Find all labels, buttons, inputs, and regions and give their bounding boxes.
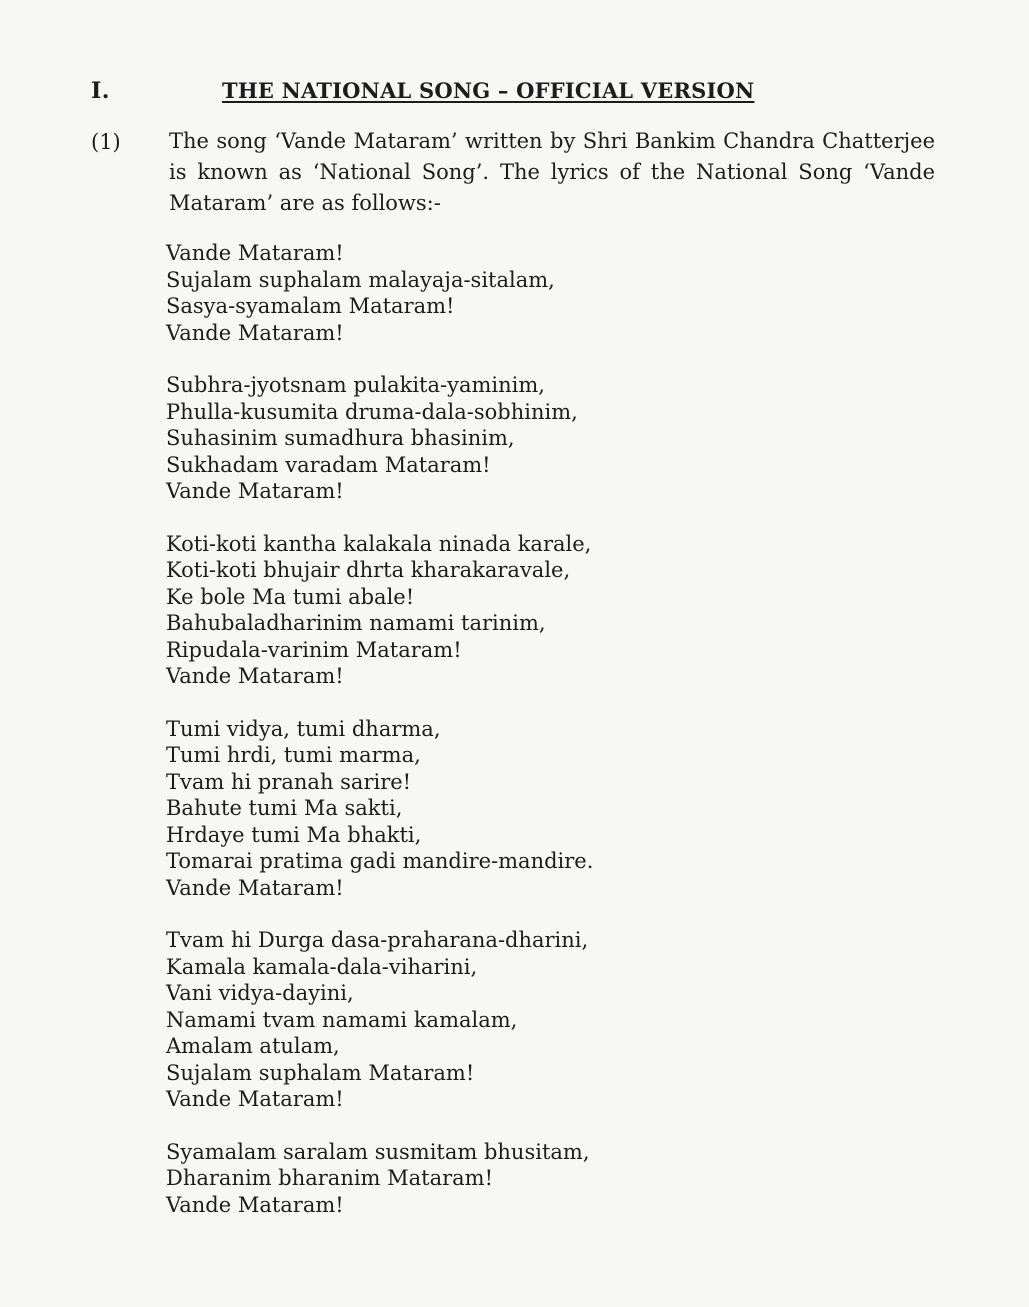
lyric-line: Vani vidya-dayini,	[166, 981, 354, 1005]
song-lyrics	[166, 240, 866, 1218]
stanza-4	[166, 716, 866, 902]
lyric-line: Bahubaladharinim namami tarinim,	[166, 611, 546, 635]
lyric-line: Vande Mataram!	[166, 1192, 344, 1217]
lyric-line: Sasya-syamalam Mataram!	[166, 294, 455, 318]
lyric-line: Tumi vidya, tumi dharma,	[166, 716, 441, 741]
lyric-line: Hrdaye tumi Ma bhakti,	[166, 822, 422, 847]
intro-paragraph: The song ‘Vande Mataram’ written by Shri Bankim Chandra Chatterjee is known as ‘National Song’. The lyrics of the National Song ‘Vande Mataram’ are as follows:-	[169, 129, 935, 215]
stanza-1	[166, 240, 866, 346]
lyric-line: Dharanim bharanim Mataram!	[166, 1166, 494, 1190]
lyric-line: Amalam atulam,	[166, 1034, 340, 1058]
lyric-line: Vande Mataram!	[166, 664, 344, 688]
lyric-line: Tvam hi pranah sarire!	[166, 769, 412, 794]
lyric-line: Namami tvam namami kamalam,	[166, 1007, 518, 1032]
lyric-line: Subhra-jyotsnam pulakita-yaminim,	[166, 373, 545, 397]
lyric-line: Kamala kamala-dala-viharini,	[166, 954, 478, 979]
lyric-line: Ke bole Ma tumi abale!	[166, 584, 415, 609]
paragraph-number: (1)	[91, 130, 121, 154]
lyric-line: Koti-koti bhujair dhrta kharakaravale,	[166, 558, 571, 582]
lyric-line: Suhasinim sumadhura bhasinim,	[166, 426, 515, 450]
section-number: I.	[91, 78, 110, 104]
stanza-2	[166, 372, 866, 505]
lyric-line: Sukhadam varadam Mataram!	[166, 452, 491, 477]
lyric-line: Sujalam suphalam malayaja-sitalam,	[166, 267, 555, 292]
lyric-line: Tumi hrdi, tumi marma,	[166, 743, 421, 767]
stanza-6	[166, 1139, 866, 1219]
lyric-line: Vande Mataram!	[166, 479, 344, 503]
lyric-line: Tvam hi Durga dasa-praharana-dharini,	[166, 928, 589, 952]
stanza-3	[166, 531, 866, 690]
lyric-line: Vande Mataram!	[166, 1087, 344, 1111]
lyric-line: Sujalam suphalam Mataram!	[166, 1060, 475, 1085]
lyric-line: Vande Mataram!	[166, 320, 344, 345]
lyric-line: Tomarai pratima gadi mandire-mandire.	[166, 849, 594, 873]
section-title: THE NATIONAL SONG – OFFICIAL VERSION	[222, 78, 755, 103]
lyric-line: Phulla-kusumita druma-dala-sobhinim,	[166, 399, 578, 424]
lyric-line: Bahute tumi Ma sakti,	[166, 796, 403, 820]
lyric-line: Vande Mataram!	[166, 875, 344, 900]
lyric-line: Koti-koti kantha kalakala ninada karale,	[166, 531, 592, 556]
stanza-5	[166, 927, 866, 1113]
lyric-line: Ripudala-varinim Mataram!	[166, 637, 462, 662]
lyric-line: Vande Mataram!	[166, 241, 344, 265]
lyric-line: Syamalam saralam susmitam bhusitam,	[166, 1139, 590, 1164]
